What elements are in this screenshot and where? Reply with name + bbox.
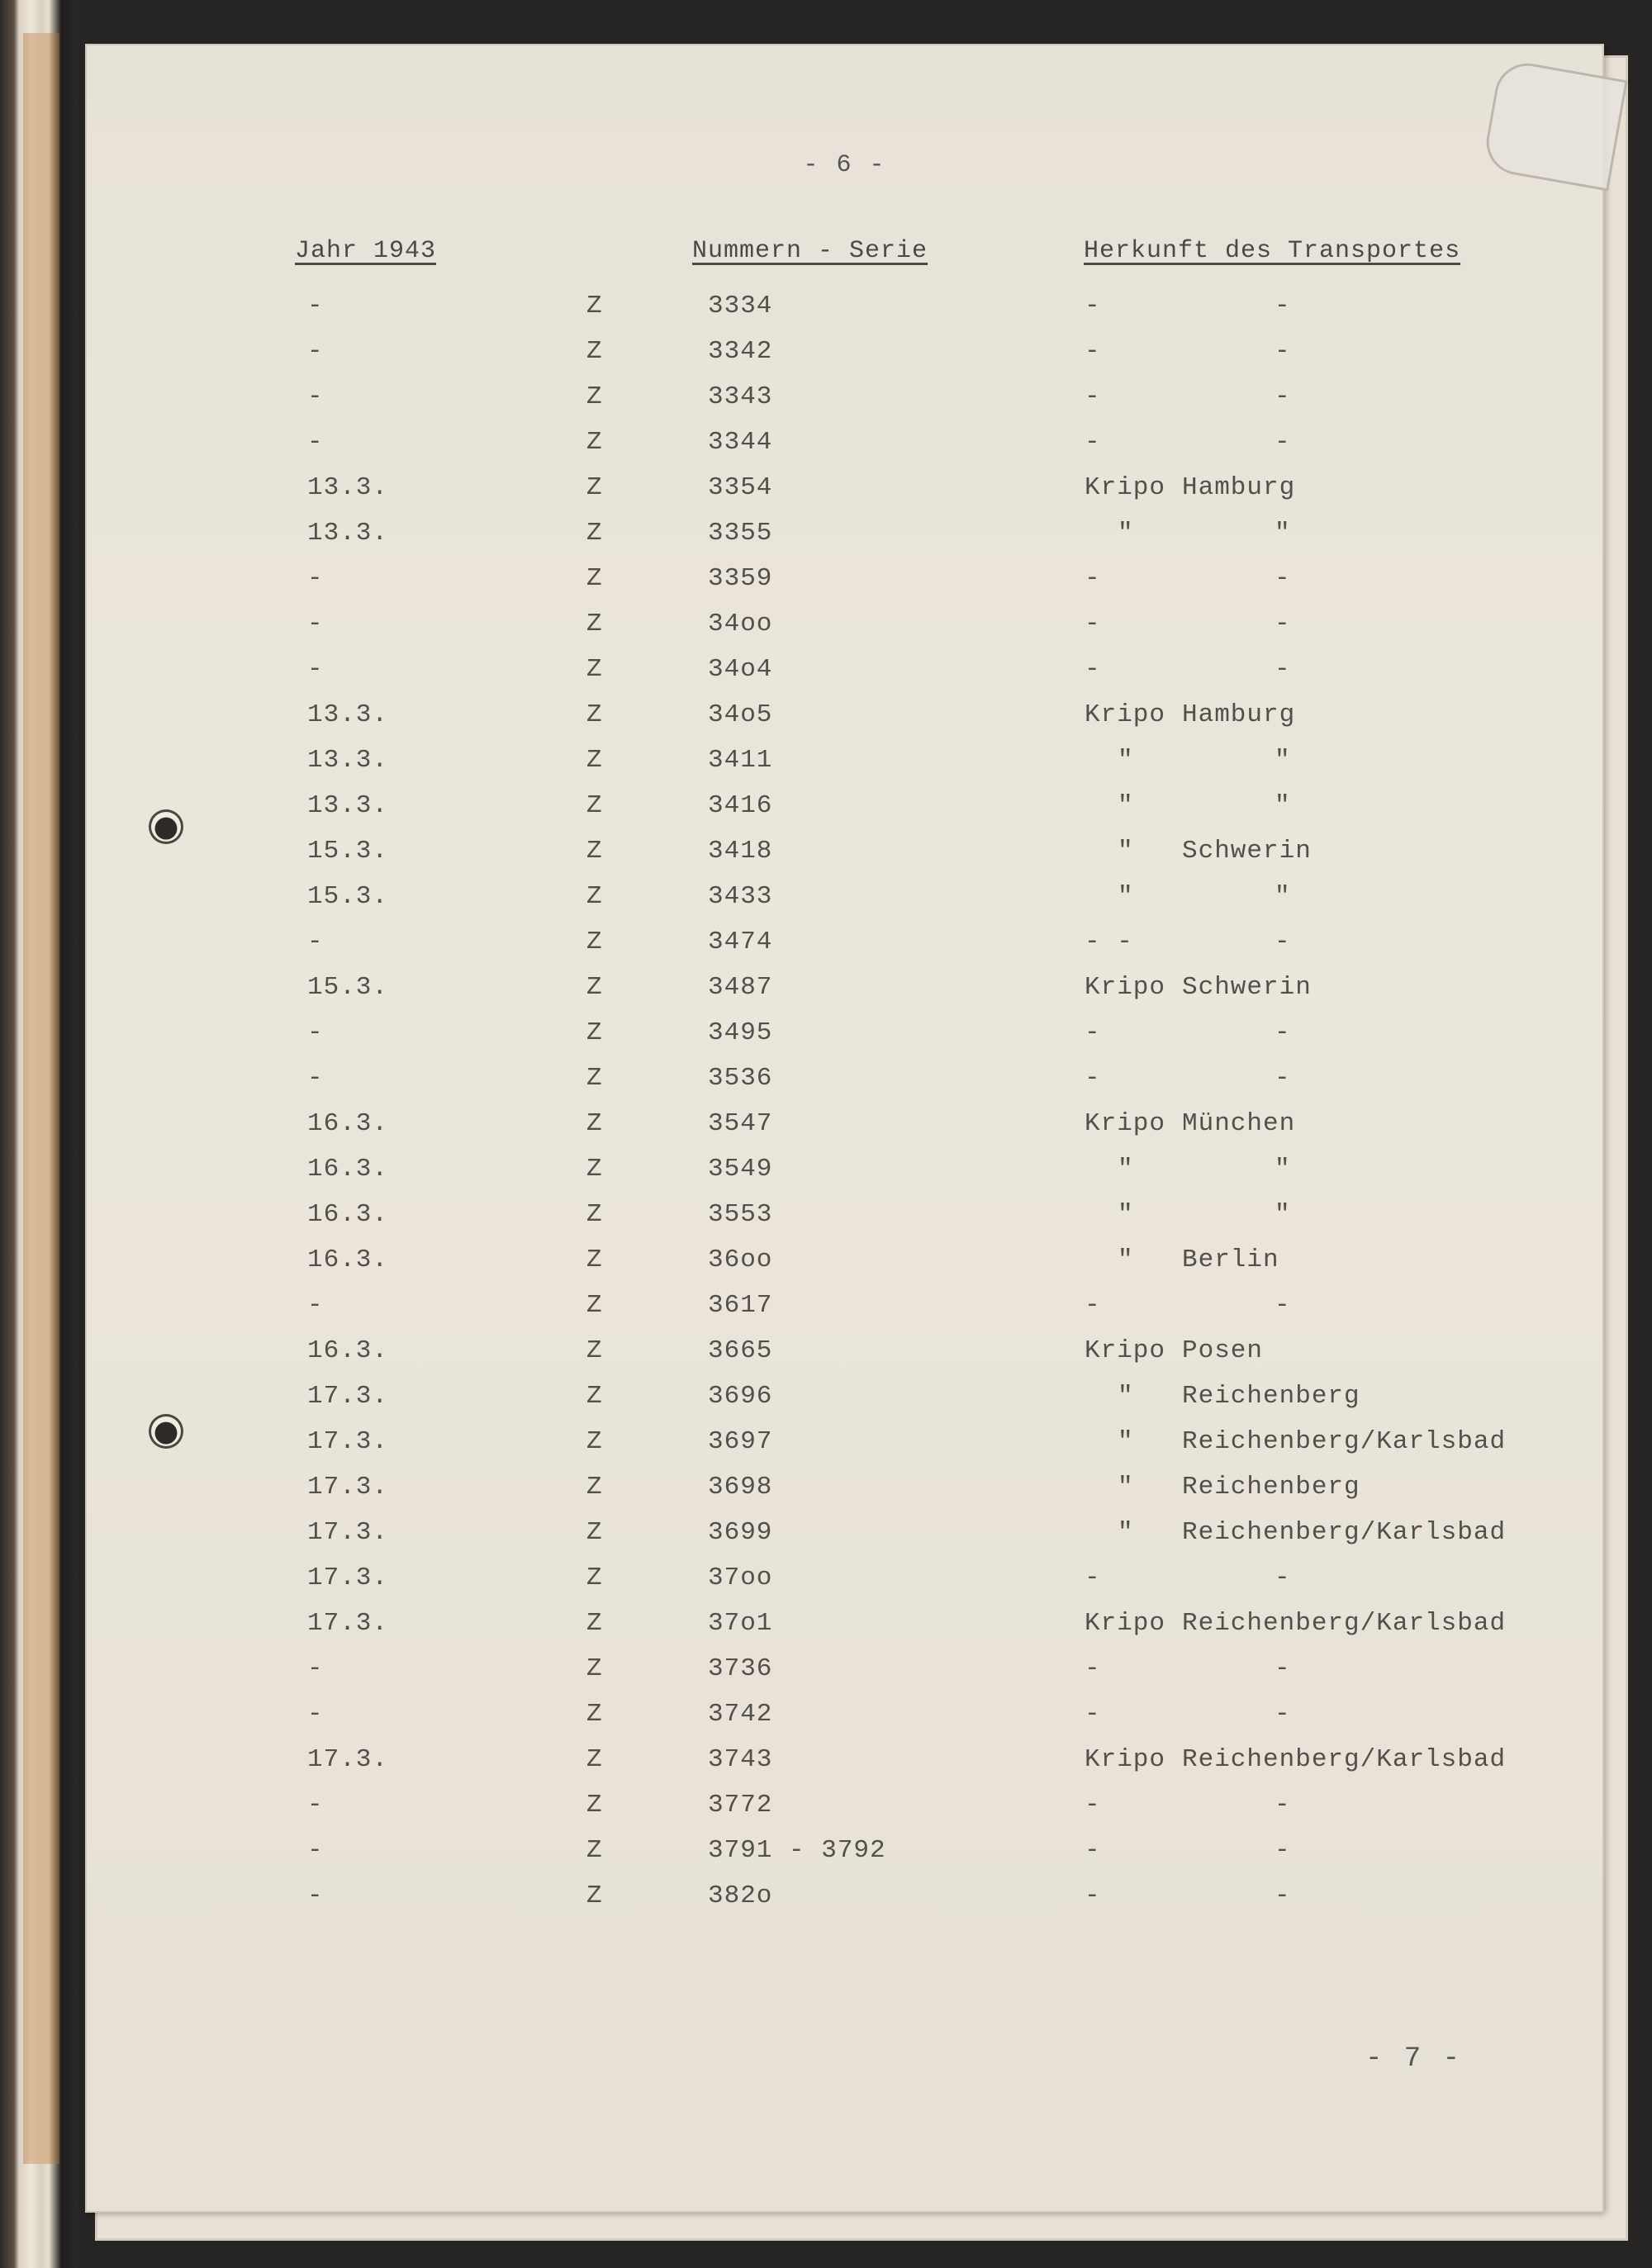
row-series-letter: Z — [586, 973, 603, 1002]
row-date: 13.3. — [307, 473, 389, 502]
row-origin-place: - — [1275, 1836, 1291, 1865]
row-number: 37oo — [708, 1563, 773, 1592]
row-origin-agency: - — [1085, 655, 1101, 684]
table-row — [87, 928, 1602, 973]
row-origin-agency: Kripo — [1085, 1609, 1166, 1638]
row-date: - — [307, 1654, 324, 1683]
row-date: 15.3. — [307, 837, 389, 866]
row-origin-place: Reichenberg/Karlsbad — [1182, 1745, 1507, 1774]
row-series-letter: Z — [586, 1291, 603, 1320]
row-origin-place: Reichenberg/Karlsbad — [1182, 1609, 1507, 1638]
row-origin-agency: " — [1118, 791, 1134, 820]
row-origin-place: - — [1275, 1700, 1291, 1729]
row-origin-agency: - — [1085, 382, 1101, 411]
row-origin-place: - — [1275, 655, 1291, 684]
row-origin-place: - — [1275, 610, 1291, 638]
row-date: - — [307, 1700, 324, 1729]
row-series-letter: Z — [586, 473, 603, 502]
table-row — [87, 1291, 1602, 1336]
row-origin-agency: " — [1118, 1518, 1134, 1547]
table-row — [87, 292, 1602, 337]
row-series-letter: Z — [586, 1200, 603, 1229]
row-number: 3547 — [708, 1109, 773, 1138]
row-number: 3697 — [708, 1427, 773, 1456]
row-origin-agency: - — [1085, 610, 1101, 638]
row-series-letter: Z — [586, 564, 603, 593]
row-number: 3487 — [708, 973, 773, 1002]
table-row — [87, 1654, 1602, 1700]
table-row — [87, 700, 1602, 746]
table-row — [87, 973, 1602, 1018]
table-row — [87, 1382, 1602, 1427]
table-row — [87, 1473, 1602, 1518]
row-series-letter: Z — [586, 1518, 603, 1547]
row-series-letter: Z — [586, 1745, 603, 1774]
row-series-letter: Z — [586, 1109, 603, 1138]
row-origin-place: Posen — [1182, 1336, 1264, 1365]
table-row — [87, 1881, 1602, 1927]
table-row — [87, 1155, 1602, 1200]
row-series-letter: Z — [586, 1064, 603, 1093]
row-origin-agency: - — [1085, 428, 1101, 457]
table-row — [87, 1336, 1602, 1382]
row-date: - — [307, 1836, 324, 1865]
table-row — [87, 564, 1602, 610]
row-origin-agency: " — [1118, 837, 1134, 866]
row-number: 3433 — [708, 882, 773, 911]
row-origin-agency: - — [1085, 1018, 1101, 1047]
row-number: 3344 — [708, 428, 773, 457]
row-series-letter: Z — [586, 1654, 603, 1683]
row-date: 15.3. — [307, 973, 389, 1002]
row-number: 3343 — [708, 382, 773, 411]
row-origin-agency: - - — [1085, 928, 1133, 956]
header-herkunft: Herkunft des Transportes — [1084, 237, 1461, 265]
row-origin-place: - — [1275, 1064, 1291, 1093]
row-date: 16.3. — [307, 1109, 389, 1138]
row-date: - — [307, 1881, 324, 1910]
row-series-letter: Z — [586, 791, 603, 820]
row-date: 13.3. — [307, 791, 389, 820]
table-row — [87, 382, 1602, 428]
row-number: 3617 — [708, 1291, 773, 1320]
row-date: 15.3. — [307, 882, 389, 911]
row-origin-place: Reichenberg/Karlsbad — [1182, 1427, 1507, 1456]
row-series-letter: Z — [586, 837, 603, 866]
row-number: 3411 — [708, 746, 773, 775]
header-nummern: Nummern - Serie — [692, 237, 928, 265]
table-row — [87, 1246, 1602, 1291]
row-origin-agency: - — [1085, 292, 1101, 320]
row-number: 3772 — [708, 1791, 773, 1820]
spine-edge-strip — [23, 33, 59, 2164]
row-number: 3416 — [708, 791, 773, 820]
table-row — [87, 337, 1602, 382]
row-series-letter: Z — [586, 1791, 603, 1820]
table-row — [87, 746, 1602, 791]
row-date: 13.3. — [307, 519, 389, 548]
row-origin-place: " — [1275, 1155, 1291, 1184]
table-row — [87, 837, 1602, 882]
row-series-letter: Z — [586, 1881, 603, 1910]
row-origin-agency: - — [1085, 1836, 1101, 1865]
row-origin-place: - — [1275, 382, 1291, 411]
row-origin-place: " — [1275, 791, 1291, 820]
row-series-letter: Z — [586, 1700, 603, 1729]
row-origin-place: München — [1182, 1109, 1296, 1138]
row-number: 3354 — [708, 473, 773, 502]
row-number: 3536 — [708, 1064, 773, 1093]
row-number: 3359 — [708, 564, 773, 593]
row-series-letter: Z — [586, 1609, 603, 1638]
row-series-letter: Z — [586, 337, 603, 366]
row-date: 16.3. — [307, 1200, 389, 1229]
row-number: 3418 — [708, 837, 773, 866]
row-date: 16.3. — [307, 1336, 389, 1365]
row-origin-place: - — [1275, 428, 1291, 457]
row-date: - — [307, 1291, 324, 1320]
row-date: 13.3. — [307, 746, 389, 775]
row-series-letter: Z — [586, 1836, 603, 1865]
row-origin-place: Reichenberg — [1182, 1382, 1360, 1411]
row-number: 3736 — [708, 1654, 773, 1683]
row-origin-agency: - — [1085, 564, 1101, 593]
row-date: 17.3. — [307, 1473, 389, 1502]
row-date: 17.3. — [307, 1609, 389, 1638]
row-series-letter: Z — [586, 882, 603, 911]
row-number: 34o5 — [708, 700, 773, 729]
row-date: - — [307, 292, 324, 320]
row-origin-place: - — [1275, 337, 1291, 366]
table-row — [87, 1609, 1602, 1654]
row-origin-agency: " — [1118, 1382, 1134, 1411]
row-number: 34oo — [708, 610, 773, 638]
row-origin-place: Schwerin — [1182, 837, 1312, 866]
row-number: 3474 — [708, 928, 773, 956]
row-series-letter: Z — [586, 519, 603, 548]
row-series-letter: Z — [586, 1473, 603, 1502]
row-series-letter: Z — [586, 655, 603, 684]
table-row — [87, 655, 1602, 700]
row-series-letter: Z — [586, 610, 603, 638]
row-number: 3696 — [708, 1382, 773, 1411]
row-date: 13.3. — [307, 700, 389, 729]
table-row — [87, 519, 1602, 564]
row-origin-agency: " — [1118, 519, 1134, 548]
table-row — [87, 1200, 1602, 1246]
table-row — [87, 1745, 1602, 1791]
row-series-letter: Z — [586, 428, 603, 457]
row-date: - — [307, 1018, 324, 1047]
row-series-letter: Z — [586, 746, 603, 775]
row-date: - — [307, 428, 324, 457]
row-origin-place: - — [1275, 564, 1291, 593]
document-page — [87, 45, 1602, 2211]
row-origin-agency: Kripo — [1085, 473, 1166, 502]
row-number: 3698 — [708, 1473, 773, 1502]
row-date: 17.3. — [307, 1745, 389, 1774]
row-origin-place: Berlin — [1182, 1246, 1279, 1274]
header-jahr: Jahr 1943 — [295, 237, 437, 265]
row-origin-place: Hamburg — [1182, 700, 1296, 729]
row-origin-agency: " — [1118, 882, 1134, 911]
row-origin-place: - — [1275, 292, 1291, 320]
row-origin-place: - — [1275, 1563, 1291, 1592]
row-series-letter: Z — [586, 1427, 603, 1456]
table-row — [87, 473, 1602, 519]
row-number: 3549 — [708, 1155, 773, 1184]
row-date: - — [307, 564, 324, 593]
row-number: 3355 — [708, 519, 773, 548]
binder-spine — [0, 0, 78, 2268]
row-origin-place: Hamburg — [1182, 473, 1296, 502]
table-row — [87, 1791, 1602, 1836]
row-origin-agency: - — [1085, 1064, 1101, 1093]
row-date: - — [307, 337, 324, 366]
row-series-letter: Z — [586, 700, 603, 729]
row-date: - — [307, 610, 324, 638]
row-origin-place: " — [1275, 1200, 1291, 1229]
row-series-letter: Z — [586, 928, 603, 956]
row-number: 3743 — [708, 1745, 773, 1774]
row-origin-agency: Kripo — [1085, 1336, 1166, 1365]
page-number-bottom: - 7 - — [1365, 2043, 1462, 2075]
row-origin-agency: - — [1085, 1654, 1101, 1683]
row-origin-agency: " — [1118, 1200, 1134, 1229]
row-number: 3791 - 3792 — [708, 1836, 886, 1865]
row-series-letter: Z — [586, 1018, 603, 1047]
row-date: 17.3. — [307, 1427, 389, 1456]
row-origin-agency: Kripo — [1085, 1109, 1166, 1138]
row-number: 382o — [708, 1881, 773, 1910]
row-series-letter: Z — [586, 1155, 603, 1184]
row-series-letter: Z — [586, 1246, 603, 1274]
row-series-letter: Z — [586, 1382, 603, 1411]
table-row — [87, 428, 1602, 473]
row-series-letter: Z — [586, 382, 603, 411]
row-number: 37o1 — [708, 1609, 773, 1638]
table-row — [87, 882, 1602, 928]
row-date: - — [307, 382, 324, 411]
row-origin-place: - — [1275, 1291, 1291, 1320]
row-origin-agency: - — [1085, 1791, 1101, 1820]
table-row — [87, 1427, 1602, 1473]
row-series-letter: Z — [586, 1563, 603, 1592]
table-header — [87, 237, 1602, 270]
row-origin-agency: " — [1118, 746, 1134, 775]
table-row — [87, 1109, 1602, 1155]
row-series-letter: Z — [586, 292, 603, 320]
table-row — [87, 1836, 1602, 1881]
row-date: 17.3. — [307, 1382, 389, 1411]
row-origin-place: - — [1275, 928, 1291, 956]
row-origin-agency: - — [1085, 1563, 1101, 1592]
row-number: 3342 — [708, 337, 773, 366]
row-number: 3665 — [708, 1336, 773, 1365]
row-number: 36oo — [708, 1246, 773, 1274]
table-row — [87, 1700, 1602, 1745]
row-number: 3699 — [708, 1518, 773, 1547]
row-origin-place: - — [1275, 1018, 1291, 1047]
table-row — [87, 1518, 1602, 1563]
row-number: 3334 — [708, 292, 773, 320]
table-row — [87, 1064, 1602, 1109]
row-origin-place: - — [1275, 1654, 1291, 1683]
row-origin-agency: Kripo — [1085, 973, 1166, 1002]
row-origin-place: " — [1275, 882, 1291, 911]
table-row — [87, 610, 1602, 655]
row-origin-place: - — [1275, 1791, 1291, 1820]
row-origin-agency: " — [1118, 1473, 1134, 1502]
table-row — [87, 1563, 1602, 1609]
row-origin-place: Reichenberg/Karlsbad — [1182, 1518, 1507, 1547]
row-number: 3495 — [708, 1018, 773, 1047]
row-date: 16.3. — [307, 1246, 389, 1274]
row-date: - — [307, 1791, 324, 1820]
row-origin-agency: " — [1118, 1427, 1134, 1456]
table-row — [87, 1018, 1602, 1064]
row-origin-agency: " — [1118, 1155, 1134, 1184]
row-date: 17.3. — [307, 1563, 389, 1592]
row-origin-agency: - — [1085, 337, 1101, 366]
row-origin-agency: Kripo — [1085, 700, 1166, 729]
transport-table — [87, 292, 1602, 1927]
row-number: 3553 — [708, 1200, 773, 1229]
row-origin-agency: - — [1085, 1700, 1101, 1729]
table-row — [87, 791, 1602, 837]
row-origin-place: Schwerin — [1182, 973, 1312, 1002]
page-number-top: - 6 - — [803, 151, 886, 179]
row-date: 17.3. — [307, 1518, 389, 1547]
row-date: - — [307, 1064, 324, 1093]
row-number: 3742 — [708, 1700, 773, 1729]
row-origin-agency: - — [1085, 1881, 1101, 1910]
row-origin-place: Reichenberg — [1182, 1473, 1360, 1502]
row-origin-agency: Kripo — [1085, 1745, 1166, 1774]
row-origin-agency: - — [1085, 1291, 1101, 1320]
row-date: - — [307, 655, 324, 684]
row-date: - — [307, 928, 324, 956]
row-number: 34o4 — [708, 655, 773, 684]
row-series-letter: Z — [586, 1336, 603, 1365]
row-date: 16.3. — [307, 1155, 389, 1184]
row-origin-place: " — [1275, 746, 1291, 775]
row-origin-place: - — [1275, 1881, 1291, 1910]
row-origin-place: " — [1275, 519, 1291, 548]
row-origin-agency: " — [1118, 1246, 1134, 1274]
